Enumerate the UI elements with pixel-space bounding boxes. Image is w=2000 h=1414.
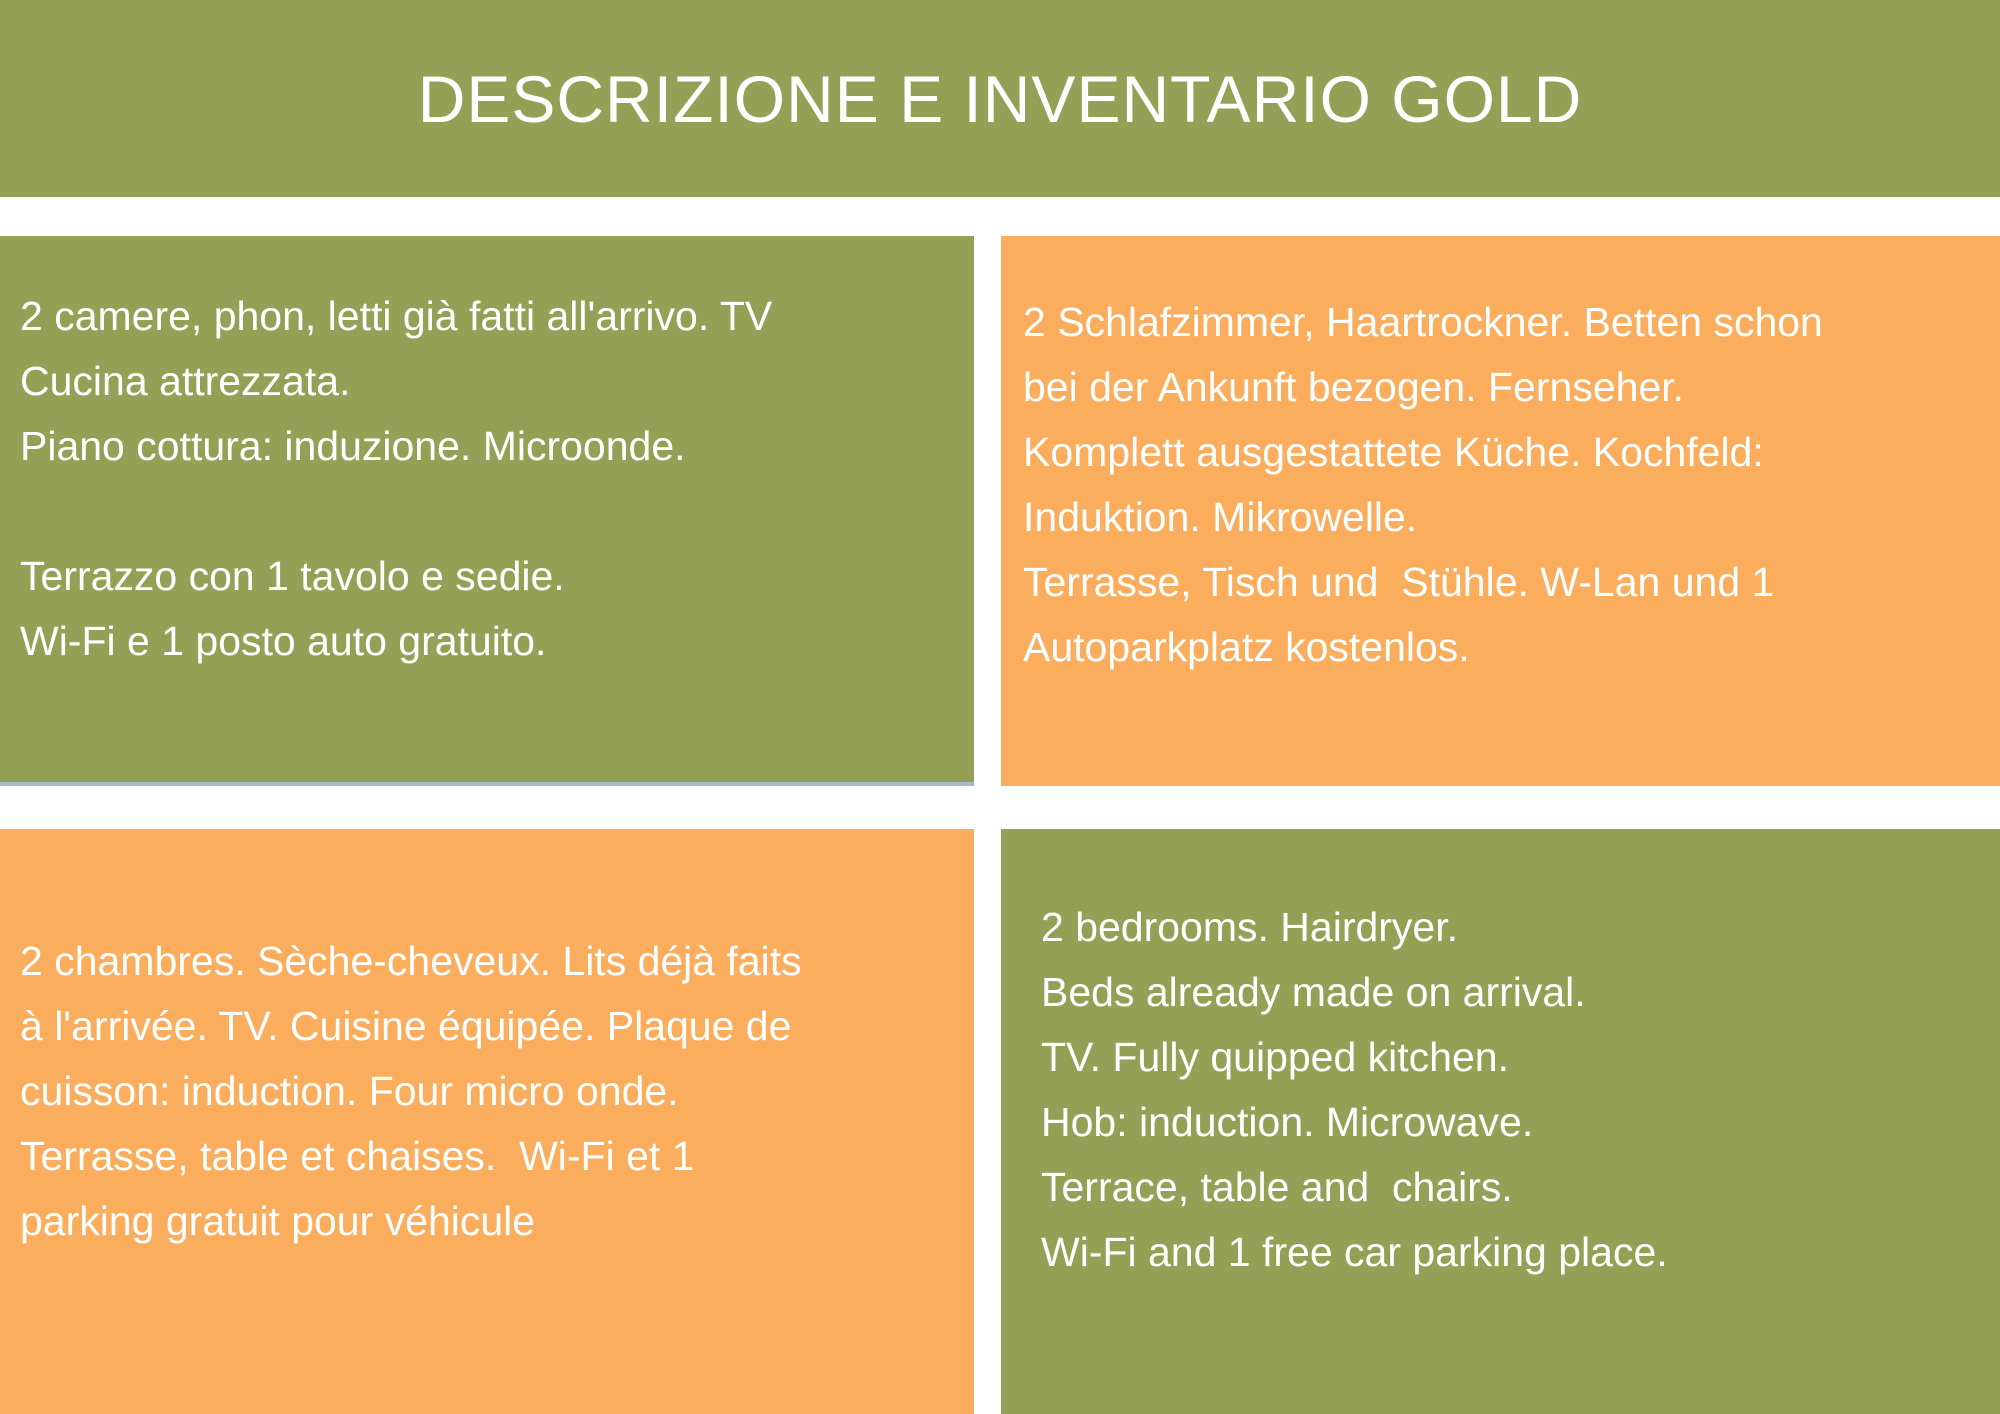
- block-french-description: [0, 829, 974, 1414]
- text-line: TV. Fully quipped kitchen.: [1041, 1034, 1509, 1080]
- text-line: Hob: induction. Microwave.: [1041, 1099, 1534, 1145]
- text-line: Terrasse, table et chaises. Wi-Fi et 1: [20, 1133, 695, 1179]
- text-line: 2 camere, phon, letti già fatti all'arrivo. TV: [20, 293, 773, 339]
- text-line: à l'arrivée. TV. Cuisine équipée. Plaque de: [20, 1003, 792, 1049]
- text-line: Induktion. Mikrowelle.: [1023, 494, 1418, 540]
- page-title: DESCRIZIONE E INVENTARIO GOLD: [417, 61, 1583, 136]
- text-line: Wi-Fi e 1 posto auto gratuito.: [20, 618, 547, 664]
- text-line: Terrazzo con 1 tavolo e sedie.: [20, 553, 565, 599]
- text-line: [20, 479, 956, 544]
- text-line: 2 chambres. Sèche-cheveux. Lits déjà faits: [20, 938, 802, 984]
- text-line: parking gratuit pour véhicule: [20, 1198, 536, 1244]
- text-line: 2 Schlafzimmer, Haartrockner. Betten schon: [1023, 299, 1823, 345]
- text-line: Komplett ausgestattete Küche. Kochfeld:: [1023, 429, 1764, 475]
- text-line: cuisson: induction. Four micro onde.: [20, 1068, 679, 1114]
- text-line: Terrasse, Tisch und Stühle. W-Lan und 1: [1023, 559, 1775, 605]
- text-line: Beds already made on arrival.: [1041, 969, 1586, 1015]
- text-line: bei der Ankunft bezogen. Fernseher.: [1023, 364, 1685, 410]
- text-line: Piano cottura: induzione. Microonde.: [20, 423, 686, 469]
- text-line: Terrace, table and chairs.: [1041, 1164, 1513, 1210]
- text-line: Autoparkplatz kostenlos.: [1023, 624, 1470, 670]
- header-banner: [0, 0, 2000, 197]
- description-grid: [0, 236, 2000, 1414]
- text-line: 2 bedrooms. Hairdryer.: [1041, 904, 1459, 950]
- text-line: Wi-Fi and 1 free car parking place.: [1041, 1229, 1668, 1275]
- block-german-description: [1001, 236, 2000, 786]
- block-italian-description: [0, 236, 974, 786]
- block-english-description: [1001, 829, 2000, 1414]
- text-line: Cucina attrezzata.: [20, 358, 351, 404]
